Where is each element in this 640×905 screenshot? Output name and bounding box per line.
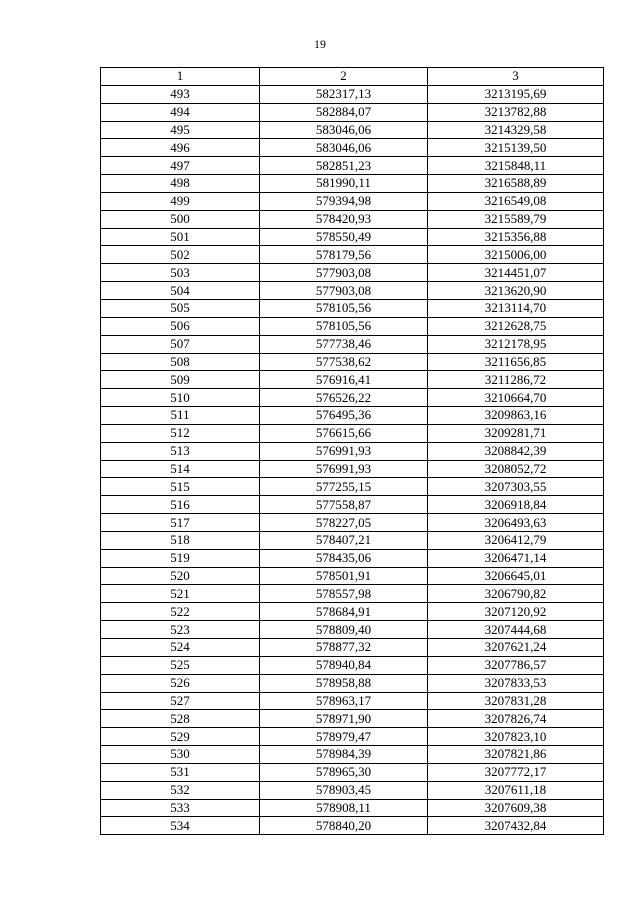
point-number-cell: 526 (101, 674, 260, 692)
point-number-cell: 501 (101, 228, 260, 246)
table-row (101, 692, 604, 710)
table-row (101, 157, 604, 175)
y-coordinate-cell: 3215139,50 (428, 139, 604, 157)
table-row (101, 335, 604, 353)
x-coordinate-cell: 578501,91 (260, 567, 428, 585)
table-row (101, 585, 604, 603)
table-row (101, 299, 604, 317)
x-coordinate-cell: 583046,06 (260, 139, 428, 157)
x-coordinate-cell: 578903,45 (260, 781, 428, 799)
x-coordinate-cell: 578105,56 (260, 317, 428, 335)
x-coordinate-cell: 582317,13 (260, 85, 428, 103)
table-row (101, 139, 604, 157)
x-coordinate-cell: 582884,07 (260, 103, 428, 121)
point-number-cell: 511 (101, 407, 260, 425)
table-row (101, 228, 604, 246)
point-number-cell: 530 (101, 746, 260, 764)
y-coordinate-cell: 3206918,84 (428, 496, 604, 514)
table-row (101, 85, 604, 103)
point-number-cell: 519 (101, 549, 260, 567)
point-number-cell: 514 (101, 460, 260, 478)
y-coordinate-cell: 3207823,10 (428, 728, 604, 746)
table-row (101, 175, 604, 193)
y-coordinate-cell: 3214329,58 (428, 121, 604, 139)
x-coordinate-cell: 577903,08 (260, 282, 428, 300)
table-row (101, 799, 604, 817)
point-number-cell: 524 (101, 639, 260, 657)
point-number-cell: 493 (101, 85, 260, 103)
table-row (101, 121, 604, 139)
table-row (101, 407, 604, 425)
table-row (101, 621, 604, 639)
table-row (101, 710, 604, 728)
y-coordinate-cell: 3211286,72 (428, 371, 604, 389)
point-number-cell: 522 (101, 603, 260, 621)
x-coordinate-cell: 576916,41 (260, 371, 428, 389)
x-coordinate-cell: 578550,49 (260, 228, 428, 246)
y-coordinate-cell: 3207432,84 (428, 817, 604, 835)
coordinates-table (100, 67, 604, 835)
point-number-cell: 528 (101, 710, 260, 728)
y-coordinate-cell: 3215848,11 (428, 157, 604, 175)
table-row (101, 246, 604, 264)
column-header-2: 2 (260, 68, 428, 86)
point-number-cell: 521 (101, 585, 260, 603)
x-coordinate-cell: 578984,39 (260, 746, 428, 764)
point-number-cell: 531 (101, 763, 260, 781)
y-coordinate-cell: 3215589,79 (428, 210, 604, 228)
point-number-cell: 534 (101, 817, 260, 835)
y-coordinate-cell: 3206493,63 (428, 514, 604, 532)
x-coordinate-cell: 582851,23 (260, 157, 428, 175)
point-number-cell: 505 (101, 299, 260, 317)
point-number-cell: 502 (101, 246, 260, 264)
table-header-row (101, 68, 604, 86)
point-number-cell: 494 (101, 103, 260, 121)
y-coordinate-cell: 3207821,86 (428, 746, 604, 764)
table-row (101, 639, 604, 657)
y-coordinate-cell: 3208842,39 (428, 442, 604, 460)
table-row (101, 781, 604, 799)
table-row (101, 317, 604, 335)
point-number-cell: 496 (101, 139, 260, 157)
y-coordinate-cell: 3210664,70 (428, 389, 604, 407)
point-number-cell: 512 (101, 424, 260, 442)
x-coordinate-cell: 578420,93 (260, 210, 428, 228)
table-row (101, 656, 604, 674)
table-row (101, 442, 604, 460)
y-coordinate-cell: 3212628,75 (428, 317, 604, 335)
point-number-cell: 509 (101, 371, 260, 389)
table-row (101, 763, 604, 781)
point-number-cell: 508 (101, 353, 260, 371)
x-coordinate-cell: 576991,93 (260, 442, 428, 460)
y-coordinate-cell: 3206645,01 (428, 567, 604, 585)
point-number-cell: 510 (101, 389, 260, 407)
point-number-cell: 520 (101, 567, 260, 585)
y-coordinate-cell: 3207786,57 (428, 656, 604, 674)
x-coordinate-cell: 578958,88 (260, 674, 428, 692)
point-number-cell: 503 (101, 264, 260, 282)
x-coordinate-cell: 576495,36 (260, 407, 428, 425)
point-number-cell: 504 (101, 282, 260, 300)
point-number-cell: 506 (101, 317, 260, 335)
point-number-cell: 523 (101, 621, 260, 639)
x-coordinate-cell: 578840,20 (260, 817, 428, 835)
table-row (101, 674, 604, 692)
table-row (101, 746, 604, 764)
y-coordinate-cell: 3213195,69 (428, 85, 604, 103)
table-row (101, 371, 604, 389)
x-coordinate-cell: 578963,17 (260, 692, 428, 710)
y-coordinate-cell: 3207621,24 (428, 639, 604, 657)
y-coordinate-cell: 3208052,72 (428, 460, 604, 478)
table-row (101, 353, 604, 371)
table-row (101, 103, 604, 121)
point-number-cell: 507 (101, 335, 260, 353)
y-coordinate-cell: 3213620,90 (428, 282, 604, 300)
point-number-cell: 497 (101, 157, 260, 175)
table-row (101, 549, 604, 567)
y-coordinate-cell: 3207611,18 (428, 781, 604, 799)
table-row (101, 210, 604, 228)
x-coordinate-cell: 577558,87 (260, 496, 428, 514)
x-coordinate-cell: 583046,06 (260, 121, 428, 139)
x-coordinate-cell: 578105,56 (260, 299, 428, 317)
y-coordinate-cell: 3206412,79 (428, 531, 604, 549)
y-coordinate-cell: 3213782,88 (428, 103, 604, 121)
x-coordinate-cell: 578979,47 (260, 728, 428, 746)
y-coordinate-cell: 3207303,55 (428, 478, 604, 496)
table-row (101, 389, 604, 407)
y-coordinate-cell: 3206471,14 (428, 549, 604, 567)
page-number: 19 (314, 37, 326, 51)
table-row (101, 282, 604, 300)
table-row (101, 531, 604, 549)
column-header-1: 1 (101, 68, 260, 86)
table-row (101, 478, 604, 496)
point-number-cell: 529 (101, 728, 260, 746)
y-coordinate-cell: 3211656,85 (428, 353, 604, 371)
table-row (101, 728, 604, 746)
y-coordinate-cell: 3207831,28 (428, 692, 604, 710)
y-coordinate-cell: 3207609,38 (428, 799, 604, 817)
point-number-cell: 525 (101, 656, 260, 674)
point-number-cell: 518 (101, 531, 260, 549)
y-coordinate-cell: 3207444,68 (428, 621, 604, 639)
x-coordinate-cell: 578179,56 (260, 246, 428, 264)
column-header-3: 3 (428, 68, 604, 86)
point-number-cell: 499 (101, 192, 260, 210)
y-coordinate-cell: 3207120,92 (428, 603, 604, 621)
x-coordinate-cell: 577738,46 (260, 335, 428, 353)
x-coordinate-cell: 578227,05 (260, 514, 428, 532)
table-row (101, 496, 604, 514)
table-body (101, 85, 604, 834)
x-coordinate-cell: 577255,15 (260, 478, 428, 496)
x-coordinate-cell: 577903,08 (260, 264, 428, 282)
point-number-cell: 515 (101, 478, 260, 496)
y-coordinate-cell: 3215006,00 (428, 246, 604, 264)
point-number-cell: 527 (101, 692, 260, 710)
table-row (101, 460, 604, 478)
y-coordinate-cell: 3216588,89 (428, 175, 604, 193)
point-number-cell: 495 (101, 121, 260, 139)
point-number-cell: 517 (101, 514, 260, 532)
point-number-cell: 498 (101, 175, 260, 193)
point-number-cell: 516 (101, 496, 260, 514)
table-row (101, 514, 604, 532)
table-row (101, 817, 604, 835)
point-number-cell: 533 (101, 799, 260, 817)
x-coordinate-cell: 578940,84 (260, 656, 428, 674)
y-coordinate-cell: 3214451,07 (428, 264, 604, 282)
y-coordinate-cell: 3212178,95 (428, 335, 604, 353)
y-coordinate-cell: 3215356,88 (428, 228, 604, 246)
table-row (101, 567, 604, 585)
x-coordinate-cell: 578435,06 (260, 549, 428, 567)
x-coordinate-cell: 578877,32 (260, 639, 428, 657)
table-row (101, 424, 604, 442)
y-coordinate-cell: 3206790,82 (428, 585, 604, 603)
x-coordinate-cell: 576615,66 (260, 424, 428, 442)
y-coordinate-cell: 3209863,16 (428, 407, 604, 425)
table-row (101, 192, 604, 210)
y-coordinate-cell: 3207833,53 (428, 674, 604, 692)
y-coordinate-cell: 3213114,70 (428, 299, 604, 317)
point-number-cell: 532 (101, 781, 260, 799)
x-coordinate-cell: 578684,91 (260, 603, 428, 621)
y-coordinate-cell: 3207826,74 (428, 710, 604, 728)
x-coordinate-cell: 576991,93 (260, 460, 428, 478)
table-row (101, 603, 604, 621)
x-coordinate-cell: 578908,11 (260, 799, 428, 817)
x-coordinate-cell: 578965,30 (260, 763, 428, 781)
x-coordinate-cell: 581990,11 (260, 175, 428, 193)
y-coordinate-cell: 3209281,71 (428, 424, 604, 442)
x-coordinate-cell: 577538,62 (260, 353, 428, 371)
x-coordinate-cell: 578407,21 (260, 531, 428, 549)
y-coordinate-cell: 3216549,08 (428, 192, 604, 210)
y-coordinate-cell: 3207772,17 (428, 763, 604, 781)
x-coordinate-cell: 578809,40 (260, 621, 428, 639)
point-number-cell: 513 (101, 442, 260, 460)
x-coordinate-cell: 578971,90 (260, 710, 428, 728)
point-number-cell: 500 (101, 210, 260, 228)
x-coordinate-cell: 579394,98 (260, 192, 428, 210)
table-row (101, 264, 604, 282)
x-coordinate-cell: 578557,98 (260, 585, 428, 603)
x-coordinate-cell: 576526,22 (260, 389, 428, 407)
